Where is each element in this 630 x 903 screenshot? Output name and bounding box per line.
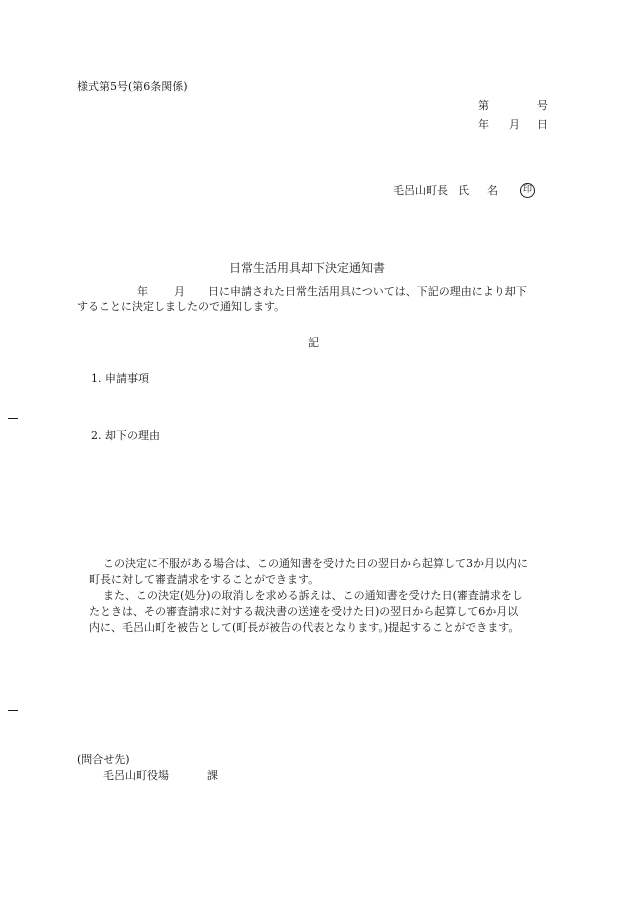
intro-line2: することに決定しましたので通知します。 xyxy=(77,300,286,313)
contact-label: (問合せ先) xyxy=(77,753,130,766)
date-day: 日 xyxy=(537,118,548,131)
intro-line1: 日に申請された日常生活用具については、下記の理由により却下 xyxy=(208,285,527,298)
ki-label: 記 xyxy=(308,336,319,349)
seal-icon: 印 xyxy=(520,183,535,198)
doc-number-prefix: 第 xyxy=(478,99,489,112)
notice-p1-line1: この決定に不服がある場合は、この通知書を受けた日の翌日から起算して3か月以内に xyxy=(103,557,528,570)
date-month: 月 xyxy=(509,118,520,131)
document-title: 日常生活用具却下決定通知書 xyxy=(229,261,386,275)
form-number: 様式第5号(第6条関係) xyxy=(77,80,188,93)
contact-section: 課 xyxy=(207,769,218,782)
issuer-name-label-1: 氏 xyxy=(458,184,469,197)
doc-number-suffix: 号 xyxy=(537,99,548,112)
date-year: 年 xyxy=(478,118,489,131)
seal-stamp xyxy=(520,183,535,198)
issuer-title: 毛呂山町長 xyxy=(393,184,448,197)
margin-mark-upper xyxy=(8,418,18,419)
notice-p1-line2: 町長に対して審査請求をすることができます。 xyxy=(89,573,320,586)
notice-p2-line3: 内に、毛呂山町を被告として(町長が被告の代表となります。)提起することができます。 xyxy=(89,621,520,634)
item-reason: 2. 却下の理由 xyxy=(91,429,160,442)
margin-mark-lower xyxy=(8,710,18,711)
intro-month: 月 xyxy=(174,285,185,298)
item-application: 1. 申請事項 xyxy=(91,372,149,385)
contact-office: 毛呂山町役場 xyxy=(103,769,169,782)
notice-p2-line1: また、この決定(処分)の取消しを求める訴えは、この通知書を受けた日(審査請求をし xyxy=(103,589,523,602)
notice-p2-line2: たときは、その審査請求に対する裁決書の送達を受けた日)の翌日から起算して6か月以 xyxy=(89,605,519,618)
intro-year: 年 xyxy=(137,285,148,298)
issuer-name-label-2: 名 xyxy=(487,184,498,197)
